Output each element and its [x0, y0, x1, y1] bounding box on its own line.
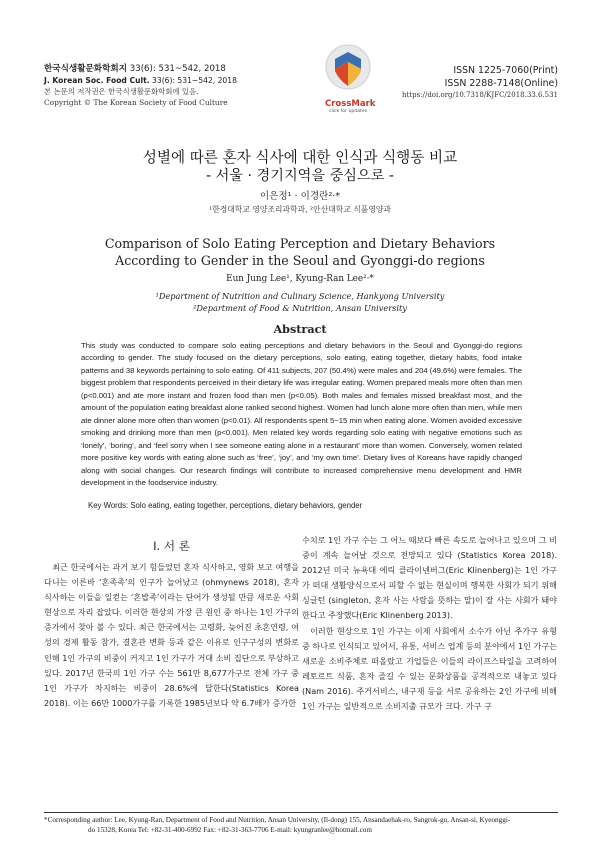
affiliations-ko: ¹한경대학교 영양조리과학과, ²안산대학교 식품영양과 — [209, 205, 391, 214]
title-en-line2: According to Gender in the Seoul and Gyonggi-do regions — [115, 253, 485, 268]
footnote-divider — [44, 812, 558, 813]
journal-header — [44, 64, 304, 108]
journal-line-en — [44, 75, 304, 86]
abstract-text: This study was conducted to compare solo eating perceptions and dietary behaviors in the Seoul and Gyonggi-do regions according to gender. The study focused on the dietary perceptions, solo eating, eating together, dietary habits, food intake patterns and 38 keywords pertaining to solo eating. Of 411 subjects, 207 (50.4%) were males and 204 (49.6%) were females. The biggest problem that respondents perceived in their dietary life was irregular eating. Women prepared meals more often than men (p<0.001) and ate more instant and frozen food than men (p<0.05). Both males and females missed breakfast most, and the amount of the population eating breakfast alone ranked second highest. Women had lunch alone more often than men, while men ate dinner alone more often than women (p<0.01). All respondents spent 5~15 min when eating alone. Women avoided excessive smoking and drinking more than men (p<0.001). Men related key words regarding solo eating with negative emotions such as ‘lonely’, ‘boring’, and ‘feel sorry when I see someone eating alone in a restaurant’ more than women. Conversely, women related more positive key words with eating alone such as ‘free’, ‘joy’, and ‘my own time’. Dietary lives of Koreans have rapidly changed along with social changes. Our research findings will contribute to increased comprehensive menu development and HMR development in the foodservice industry. — [81, 341, 522, 487]
doi-link[interactable]: https://doi.org/10.7318/KJFC/2018.33.6.531 — [402, 91, 558, 99]
title-ko-line2: - 서울 · 경기지역을 중심으로 - — [205, 168, 395, 184]
footnote-line-2: do 15328, Korea Tel: +82-31-400-6992 Fax: +82-31-363-7706 E-mail: kyungranlee@hotmail.com — [88, 826, 372, 834]
journal-citation-ko: 33(6): 531~542, 2018 — [129, 64, 226, 74]
journal-name-en: J. Korean Soc. Food Cult. — [44, 76, 150, 85]
affiliation-en-2: ²Department of Food & Nutrition, Ansan University — [193, 303, 407, 313]
authors-ko: 이은정¹ · 이경란²·* — [259, 191, 341, 202]
title-en-line1: Comparison of Solo Eating Perception and Dietary Behaviors — [104, 236, 496, 251]
intro-paragraph-2: 이러한 현상으로 1인 가구는 이제 사회에서 소수가 아닌 주가구 유형 중 하나로 인식되고 있어서, 유통, 서비스 업계 등의 분야에서 1인 가구는 새로운 소비주체로 떠올랐고 기업들은 이들의 라이프스타일을 고려하여 레토르트 식품, 혼자 즐길 수 있는 문화상품을 공격적으로 내놓고 있다(Nam 2016). 주거서비스, 내구재 등을 서로 공유하는 2인 가구에 비해 1인 가구는 일반적으로 소비지출 규모가 크다. 가구 구 — [302, 625, 557, 712]
journal-citation-en: 33(6): 531~542, 2018 — [152, 76, 237, 85]
issn-block — [402, 64, 558, 101]
crossmark-sub: click for updates — [328, 109, 368, 114]
intro-paragraph-1: 최근 한국에서는 과거 보기 힘들었던 혼자 식사하고, 영화 보고 여행을 다니는 이른바 ‘혼족족’의 인구가 늘어났고 (ohmynews 2018), 혼자 식사하는 이들을 일컫는 ‘혼밥족’이라는 단어가 생성될 만큼 새로운 사회현상으로 자리 잡았다. 이러한 현상의 가장 큰 원인 중 하나는 1인 가구의 증가에서 찾아 볼 수 있다. 최근 한국에서는 고령화, 늦어진 초혼연령, 여성의 경제 활동 참가, 결혼관 변화 등과 같은 이유로 인구구성의 변화로 인해 1인 가구의 비중이 커지고 1인 가구가 거대 소비 집단으로 부상하고 있다. 2017년 한국의 1인 가구 수는 561만 8,677가구로 전체 가구 중 1인 가구가 차지하는 비중이 28.6%에 달한다(Statistics Korea 2018). 이는 66만 1000가구를 기록한 1985년보다 약 6.7배가 증가한 — [44, 562, 299, 708]
affiliation-en-1: ¹Department of Nutrition and Culinary Science, Hankyong University — [155, 291, 445, 301]
copyright-ko: 본 논문의 저작권은 한국식생활문화학회에 있음. — [44, 87, 199, 96]
section-heading-intro: I. 서 론 — [153, 539, 190, 553]
keywords: Key Words: Solo eating, eating together, perceptions, dietary behaviors, gender — [88, 501, 363, 510]
crossmark-icon — [325, 38, 371, 96]
intro-column-right — [302, 533, 557, 714]
crossmark-badge[interactable] — [325, 38, 376, 115]
title-ko-line1: 성별에 따른 혼자 식사에 대한 인식과 식행동 비교 — [142, 149, 458, 166]
affiliations-en — [0, 290, 600, 314]
abstract-heading: Abstract — [273, 322, 327, 336]
crossmark-label: CrossMark — [325, 99, 376, 109]
footnote-line-1: *Corresponding author: Lee, Kyung-Ran, Department of Food and Nutrition, Ansan University, (Il-dong) 155, Ansandaehak-ro, Sangrok-gu, Ansan-si, Kyeonggi- — [44, 816, 511, 824]
intro-paragraph-1-cont: 수치로 1인 가구 수는 그 어느 때보다 빠른 속도로 늘어나고 있으며 그 비중이 계속 늘어날 것으로 전망되고 있다 (Statistics Korea 2018). 2012년 미국 뉴욕대 에릭 클라이넨버그(Eric Klinenberg)는 1인 가구가 떠대 생활양식으로서 피할 수 없는 현실이며 행복한 사회가 되기 위해 싱글턴 (singleton, 혼자 사는 사람을 뜻하는 말)이 잘 사는 사회가 돼야 한다고 주장했다(Eric Klinenberg 2013). — [302, 535, 557, 621]
journal-line-ko — [44, 64, 304, 75]
intro-column-left — [44, 538, 299, 711]
issn-print: ISSN 1225-7060(Print) — [453, 65, 558, 76]
journal-name-ko: 한국식생활문화학회지 — [44, 64, 128, 74]
authors-en: Eun Jung Lee¹, Kyung-Ran Lee²·* — [226, 274, 374, 284]
corresponding-author-footnote — [44, 815, 558, 835]
issn-online: ISSN 2288-7148(Online) — [444, 78, 558, 89]
title-en — [0, 235, 600, 269]
copyright-en: Copyright © The Korean Society of Food Culture — [44, 98, 228, 107]
